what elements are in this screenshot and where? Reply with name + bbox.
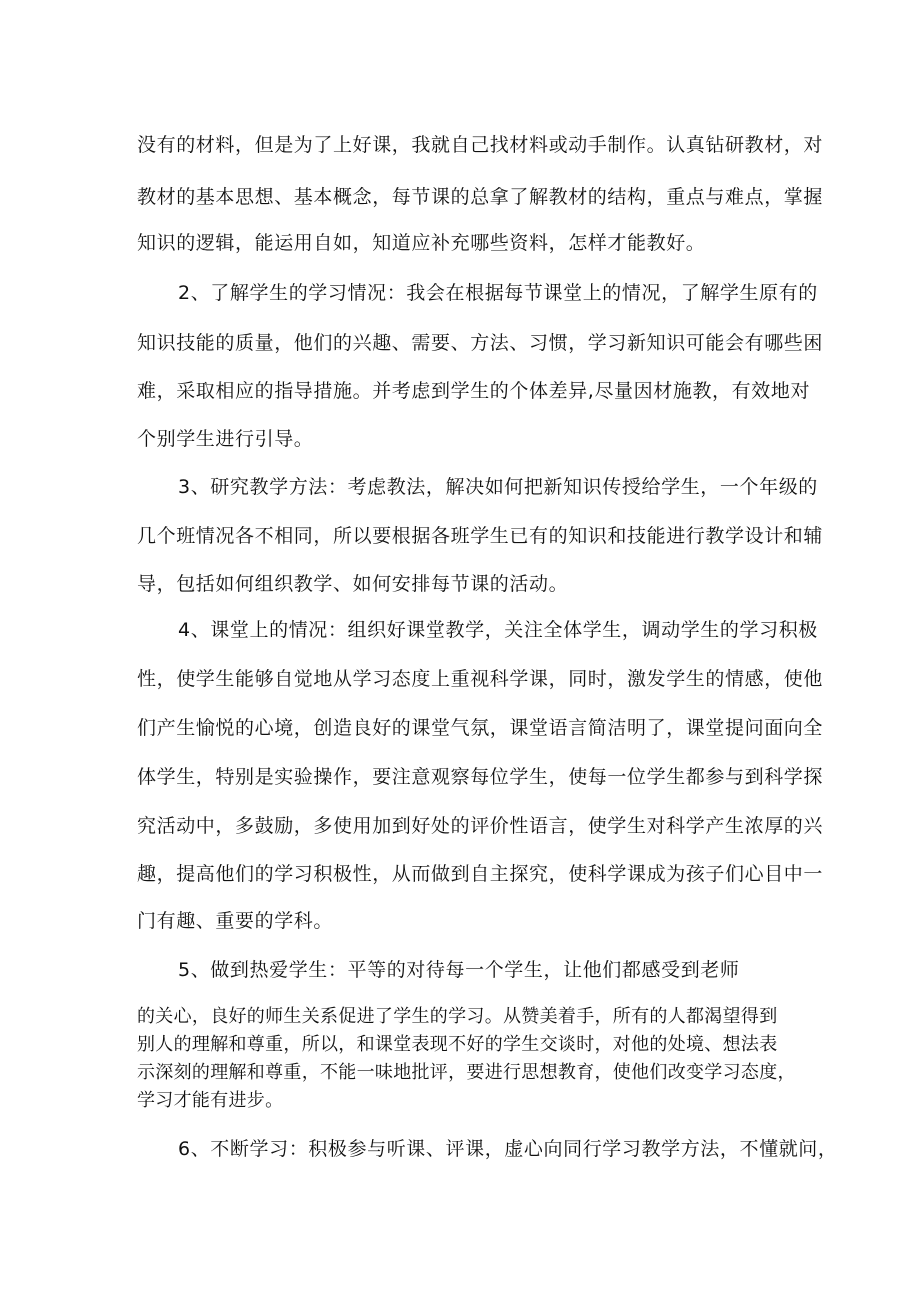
body-text-line: 几个班情况各不相同，所以要根据各班学生已有的知识和技能进行教学设计和辅 xyxy=(137,525,824,547)
body-text-line: 难，采取相应的指导措施。并考虑到学生的个体差异,尽量因材施教，有效地对 xyxy=(137,380,811,402)
body-text-line: 知识的逻辑，能运用自如，知道应补充哪些资料，怎样才能教好。 xyxy=(137,232,706,254)
body-text-line: 个别学生进行引导。 xyxy=(137,428,314,450)
body-text-line: 体学生，特别是实验操作，要注意观察每位学生，使每一位学生都参与到科学探 xyxy=(137,766,824,788)
body-text-line: 们产生愉悦的心境，创造良好的课堂气氛，课堂语言简洁明了，课堂提问面向全 xyxy=(137,717,824,739)
body-text-line: 学习才能有进步。 xyxy=(137,1090,284,1111)
body-text-line: 门有趣、重要的学科。 xyxy=(137,910,334,932)
body-text-line: 别人的理解和尊重，所以，和课堂表现不好的学生交谈时，对他的处境、想法表 xyxy=(137,1034,778,1055)
paragraph-3-heading-line: 3、研究教学方法：考虑教法，解决如何把新知识传授给学生，一个年级的 xyxy=(178,476,818,498)
paragraph-2-heading-line: 2、了解学生的学习情况：我会在根据每节课堂上的情况，了解学生原有的 xyxy=(178,282,818,304)
body-text-line: 趣，提高他们的学习积极性，从而做到自主探究，使科学课成为孩子们心目中一 xyxy=(137,863,824,885)
paragraph-4-heading-line: 4、课堂上的情况：组织好课堂教学，关注全体学生，调动学生的学习积极 xyxy=(178,619,818,641)
body-text-line: 究活动中，多鼓励，多使用加到好处的评价性语言，使学生对科学产生浓厚的兴 xyxy=(137,815,824,837)
body-text-line: 的关心，良好的师生关系促进了学生的学习。从赞美着手，所有的人都渴望得到 xyxy=(137,1006,778,1027)
paragraph-5-heading-line: 5、做到热爱学生：平等的对待每一个学生，让他们都感受到老师 xyxy=(178,959,740,981)
body-text-line: 导，包括如何组织教学、如何安排每节课的活动。 xyxy=(137,573,569,595)
body-text-line: 知识技能的质量，他们的兴趣、需要、方法、习惯，学习新知识可能会有哪些困 xyxy=(137,332,824,354)
body-text-line: 示深刻的理解和尊重，不能一味地批评，要进行思想教育，使他们改变学习态度， xyxy=(137,1062,796,1083)
body-text-line: 性，使学生能够自觉地从学习态度上重视科学课，同时，激发学生的情感，使他 xyxy=(137,668,824,690)
body-text-line: 没有的材料，但是为了上好课，我就自己找材料或动手制作。认真钻研教材，对 xyxy=(137,134,824,156)
body-text-line: 教材的基本思想、基本概念，每节课的总拿了解教材的结构，重点与难点，掌握 xyxy=(137,186,824,208)
paragraph-6-heading-line: 6、不断学习：积极参与听课、评课，虚心向同行学习教学方法，不懂就问， xyxy=(178,1138,838,1160)
